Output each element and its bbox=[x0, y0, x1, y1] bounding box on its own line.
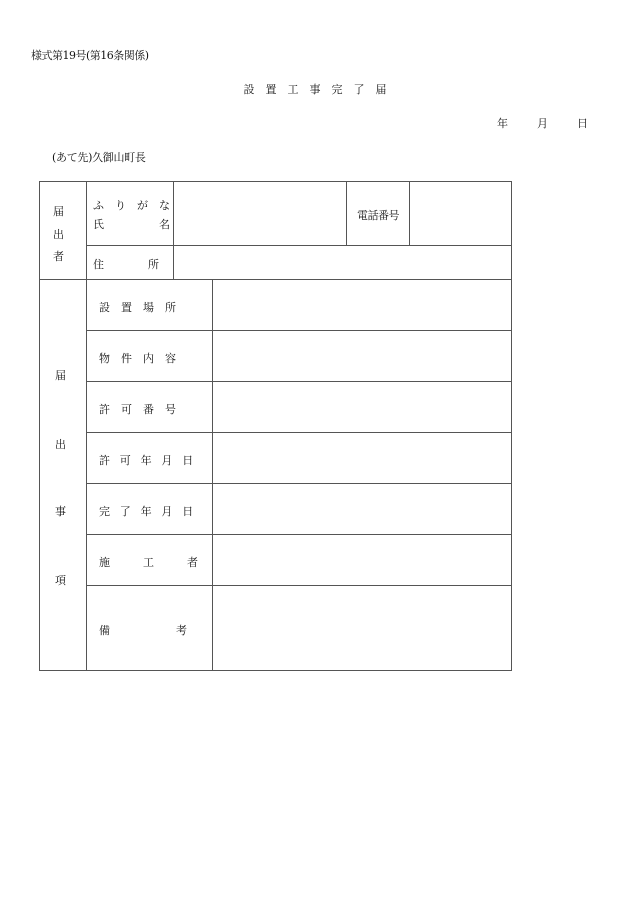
permit-date-field[interactable] bbox=[213, 433, 511, 483]
name-field[interactable] bbox=[174, 182, 346, 245]
document-title: 設 置 工 事 完 了 届 bbox=[243, 83, 387, 96]
day-label: 日 bbox=[577, 117, 588, 130]
details-section-char: 項 bbox=[55, 574, 66, 587]
furigana-label: ふ り が な bbox=[93, 199, 170, 212]
permit-number-field[interactable] bbox=[213, 382, 511, 432]
table-divider bbox=[86, 181, 87, 671]
completion-date-field[interactable] bbox=[213, 484, 511, 534]
address-field[interactable] bbox=[174, 246, 511, 279]
permit-date-label: 許 可 年 月 日 bbox=[99, 454, 193, 467]
remarks-label: 備 考 bbox=[99, 624, 187, 637]
addressee: (あて先)久御山町長 bbox=[52, 151, 146, 164]
table-divider bbox=[346, 181, 347, 246]
address-label: 住 所 bbox=[93, 258, 159, 271]
table-border-right bbox=[511, 181, 512, 671]
remarks-field[interactable] bbox=[213, 586, 511, 670]
permit-number-label: 許 可 番 号 bbox=[99, 403, 176, 416]
contractor-field[interactable] bbox=[213, 535, 511, 585]
details-section-char: 事 bbox=[55, 505, 66, 518]
completion-date-label: 完 了 年 月 日 bbox=[99, 505, 193, 518]
applicant-section-char: 者 bbox=[53, 250, 64, 263]
details-section-char: 届 bbox=[55, 369, 66, 382]
installation-location-field[interactable] bbox=[213, 280, 511, 330]
details-section-char: 出 bbox=[55, 438, 66, 451]
table-border-bottom bbox=[39, 670, 512, 671]
month-label: 月 bbox=[537, 117, 548, 130]
year-label: 年 bbox=[497, 117, 508, 130]
phone-label: 電話番号 bbox=[357, 209, 399, 222]
contractor-label: 施 工 者 bbox=[99, 556, 198, 569]
phone-field[interactable] bbox=[410, 182, 511, 245]
installation-location-label: 設 置 場 所 bbox=[99, 301, 176, 314]
property-contents-label: 物 件 内 容 bbox=[99, 352, 176, 365]
property-contents-field[interactable] bbox=[213, 331, 511, 381]
table-border-left bbox=[39, 181, 40, 671]
applicant-section-char: 出 bbox=[53, 228, 64, 241]
date-line bbox=[497, 115, 588, 131]
applicant-section-char: 届 bbox=[53, 205, 64, 218]
name-label: 氏 名 bbox=[93, 218, 170, 231]
form-number: 様式第19号(第16条関係) bbox=[31, 49, 149, 62]
